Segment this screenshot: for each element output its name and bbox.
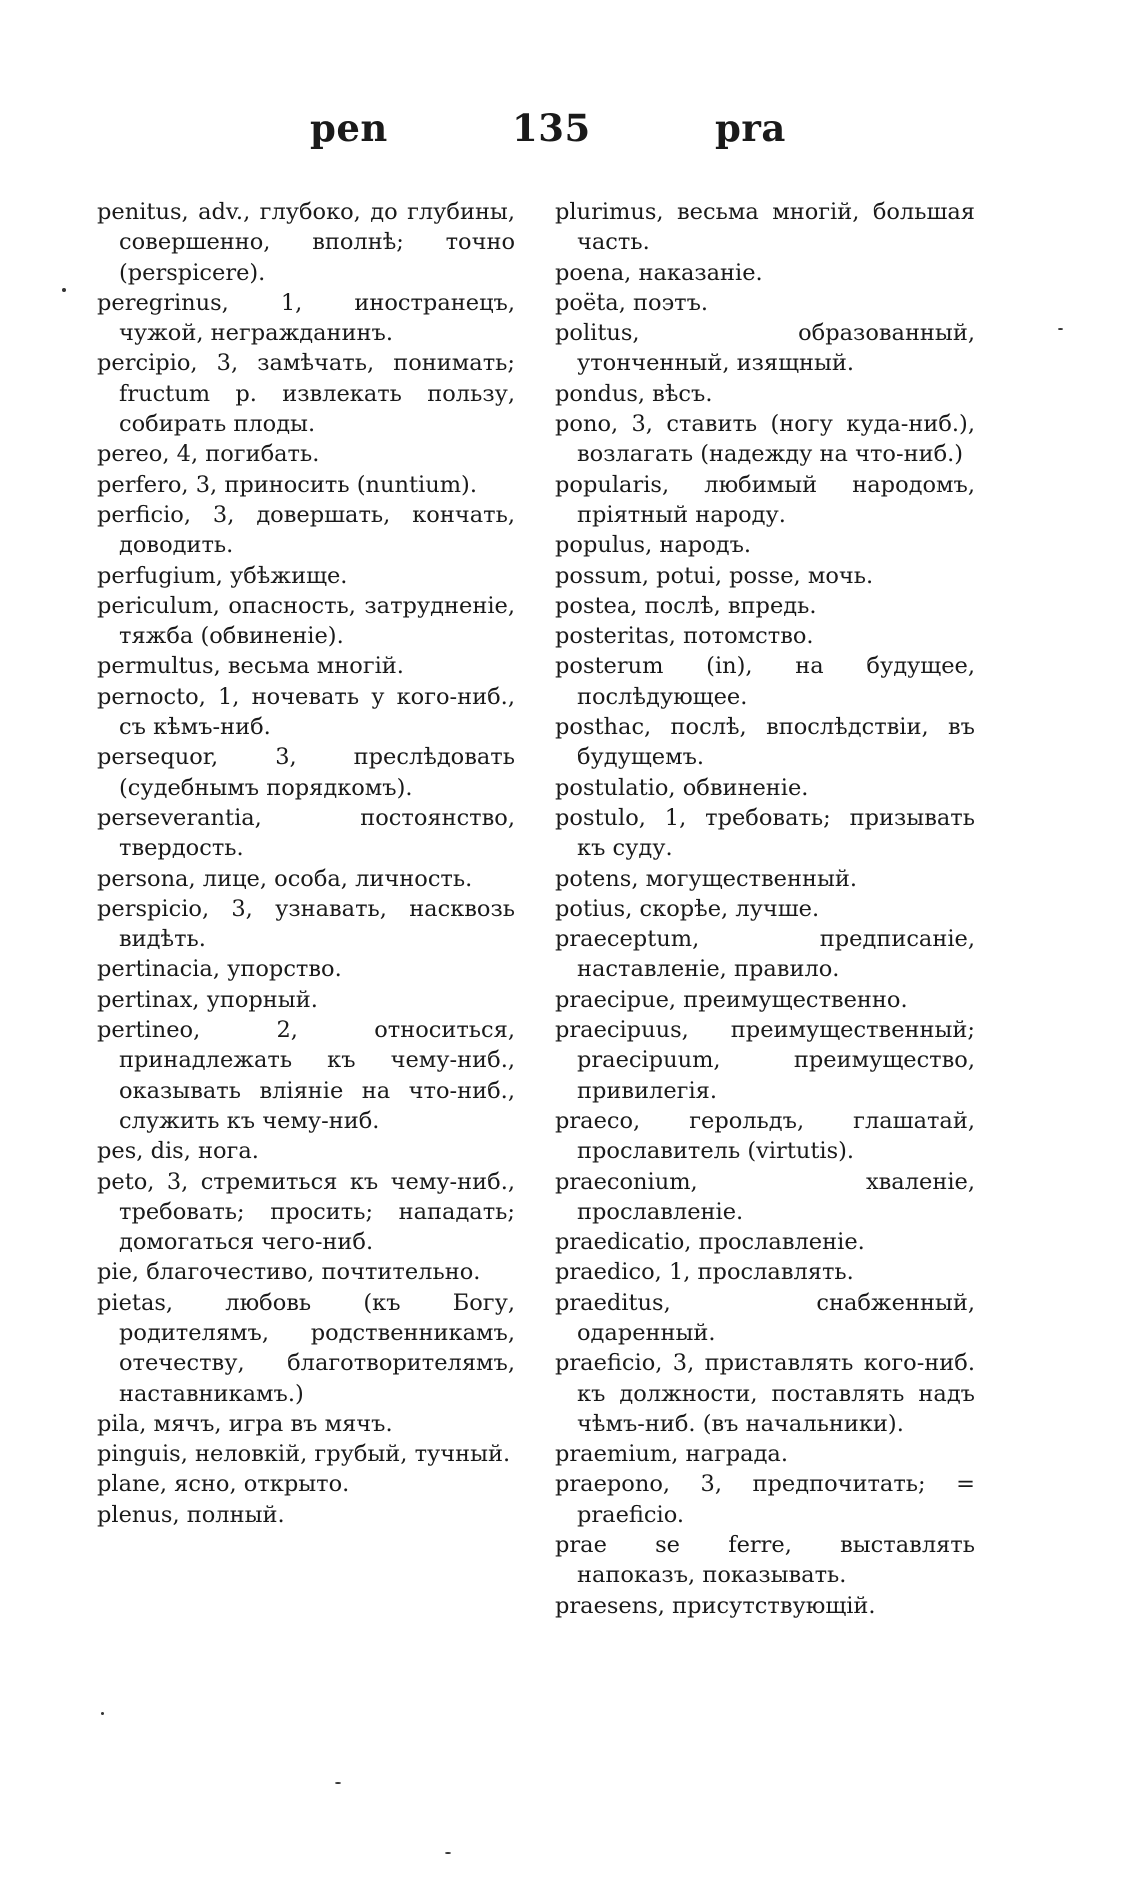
print-speck <box>335 1782 341 1784</box>
dictionary-entry: pietas, любовь (къ Богу, родителямъ, родственникамъ, отечеству, благотворителямъ, наставникамъ.) <box>97 1289 515 1407</box>
dictionary-entry: praeceptum, предписаніе, наставленіе, правило. <box>555 926 975 983</box>
dictionary-entry: peregrinus, 1, иностранецъ, чужой, негражданинъ. <box>97 289 515 347</box>
dictionary-entry: poena, наказаніе. <box>555 259 763 286</box>
dictionary-entry: plurimus, весьма многій, большая часть. <box>555 199 975 256</box>
dictionary-entry: persequor, 3, преслѣдовать (судебнымъ порядкомъ). <box>97 744 515 801</box>
right-column <box>555 197 975 1621</box>
dictionary-entry: politus, образованный, утонченный, изящный. <box>555 320 975 377</box>
dictionary-entry: pertineo, 2, относиться, принадлежать къ чему-ниб., оказывать вліяніе на что-ниб., служить къ чему-ниб. <box>97 1017 515 1134</box>
dictionary-entry: perficio, 3, довершать, кончать, доводить. <box>97 501 515 559</box>
dictionary-entry: praemium, награда. <box>555 1441 788 1468</box>
dictionary-entry: perfero, 3, приносить (nuntium). <box>97 471 477 498</box>
dictionary-entry: praesens, присутствующій. <box>555 1592 876 1619</box>
dictionary-entry: posteritas, потомство. <box>555 623 814 650</box>
dictionary-entry: perfugium, убѣжище. <box>97 562 348 589</box>
page-number: 135 <box>512 106 591 150</box>
dictionary-entry: persona, лице, особа, личность. <box>97 865 473 892</box>
page-header <box>0 98 1140 158</box>
print-speck <box>62 288 66 292</box>
dictionary-entry: permultus, весьма многій. <box>97 653 404 680</box>
dictionary-entry: praepono, 3, предпочитать; = praeficio. <box>555 1471 975 1528</box>
dictionary-entry: praedico, 1, прославлять. <box>555 1259 854 1286</box>
dictionary-entry: plane, ясно, открыто. <box>97 1471 350 1498</box>
dictionary-entry: perspicio, 3, узнавать, насквозь видѣть. <box>97 895 515 953</box>
dictionary-entry: prae se ferre, выставлять напоказъ, показывать. <box>555 1532 975 1589</box>
dictionary-entry: potius, скорѣе, лучше. <box>555 895 820 922</box>
dictionary-entry: potens, могущественный. <box>555 865 858 892</box>
print-speck <box>101 1712 104 1715</box>
dictionary-entry: plenus, полный. <box>97 1501 285 1528</box>
dictionary-entry: praecipuus, преимущественный; praecipuum, преимущество, привилегія. <box>555 1017 975 1104</box>
dictionary-entry: pinguis, неловкій, грубый, тучный. <box>97 1441 511 1468</box>
dictionary-entry: praeco, герольдъ, глашатай, прославитель (virtutis). <box>555 1107 975 1165</box>
dictionary-entry: pernocto, 1, ночевать у кого-ниб., съ кѣмъ-ниб. <box>97 683 515 741</box>
dictionary-entry: pila, мячъ, игра въ мячъ. <box>97 1410 393 1437</box>
dictionary-entry: pertinax, упорный. <box>97 986 318 1013</box>
dictionary-entry: posterum (in), на будущее, послѣдующее. <box>555 653 975 710</box>
dictionary-entry: pertinacia, упорство. <box>97 956 342 983</box>
dictionary-entry: periculum, опасность, затрудненіе, тяжба (обвиненіе). <box>97 592 515 650</box>
dictionary-entry: postea, послѣ, впредь. <box>555 592 817 619</box>
print-speck <box>1058 328 1063 330</box>
dictionary-entry: posthac, послѣ, впослѣдствіи, въ будущемъ. <box>555 714 975 771</box>
dictionary-entry: populus, народъ. <box>555 532 752 559</box>
dictionary-entry: pondus, вѣсъ. <box>555 380 713 407</box>
dictionary-entry: possum, potui, posse, мочь. <box>555 562 874 589</box>
dictionary-entry: perseverantia, постоянство, твердость. <box>97 804 515 862</box>
dictionary-entry: penitus, adv., глубоко, до глубины, совершенно, вполнѣ; точно (perspicere). <box>97 199 515 286</box>
dictionary-entry: praeditus, снабженный, одаренный. <box>555 1289 975 1346</box>
dictionary-entry: pes, dis, нога. <box>97 1138 259 1165</box>
dictionary-entry: postulo, 1, требовать; призывать къ суду. <box>555 804 975 862</box>
dictionary-entry: percipio, 3, замѣчать, понимать; fructum p. извлекать пользу, собирать плоды. <box>97 350 515 438</box>
print-speck <box>445 1852 451 1854</box>
dictionary-entry: pie, благочестиво, почтительно. <box>97 1259 481 1286</box>
dictionary-entry: pereo, 4, погибать. <box>97 441 320 468</box>
dictionary-entry: peto, 3, стремиться къ чему-ниб., требовать; просить; нападать; домогаться чего-ниб. <box>97 1168 515 1256</box>
left-column <box>97 197 515 1530</box>
header-guide-word-right: pra <box>715 106 786 150</box>
dictionary-entry: praeconium, хваленіе, прославленіе. <box>555 1168 975 1225</box>
dictionary-entry: praeficio, 3, приставлять кого-ниб. къ должности, поставлять надъ чѣмъ-ниб. (въ начальники). <box>555 1350 975 1437</box>
dictionary-entry: pono, 3, ставить (ногу куда-ниб.), возлагать (надежду на что-ниб.) <box>555 411 975 468</box>
header-guide-word-left: pen <box>310 106 388 150</box>
dictionary-entry: praecipue, преимущественно. <box>555 986 908 1013</box>
dictionary-entry: popularis, любимый народомъ, пріятный народу. <box>555 471 975 528</box>
dictionary-entry: poëta, поэтъ. <box>555 289 709 316</box>
dictionary-entry: praedicatio, прославленіе. <box>555 1229 865 1256</box>
dictionary-entry: postulatio, обвиненіе. <box>555 774 809 801</box>
